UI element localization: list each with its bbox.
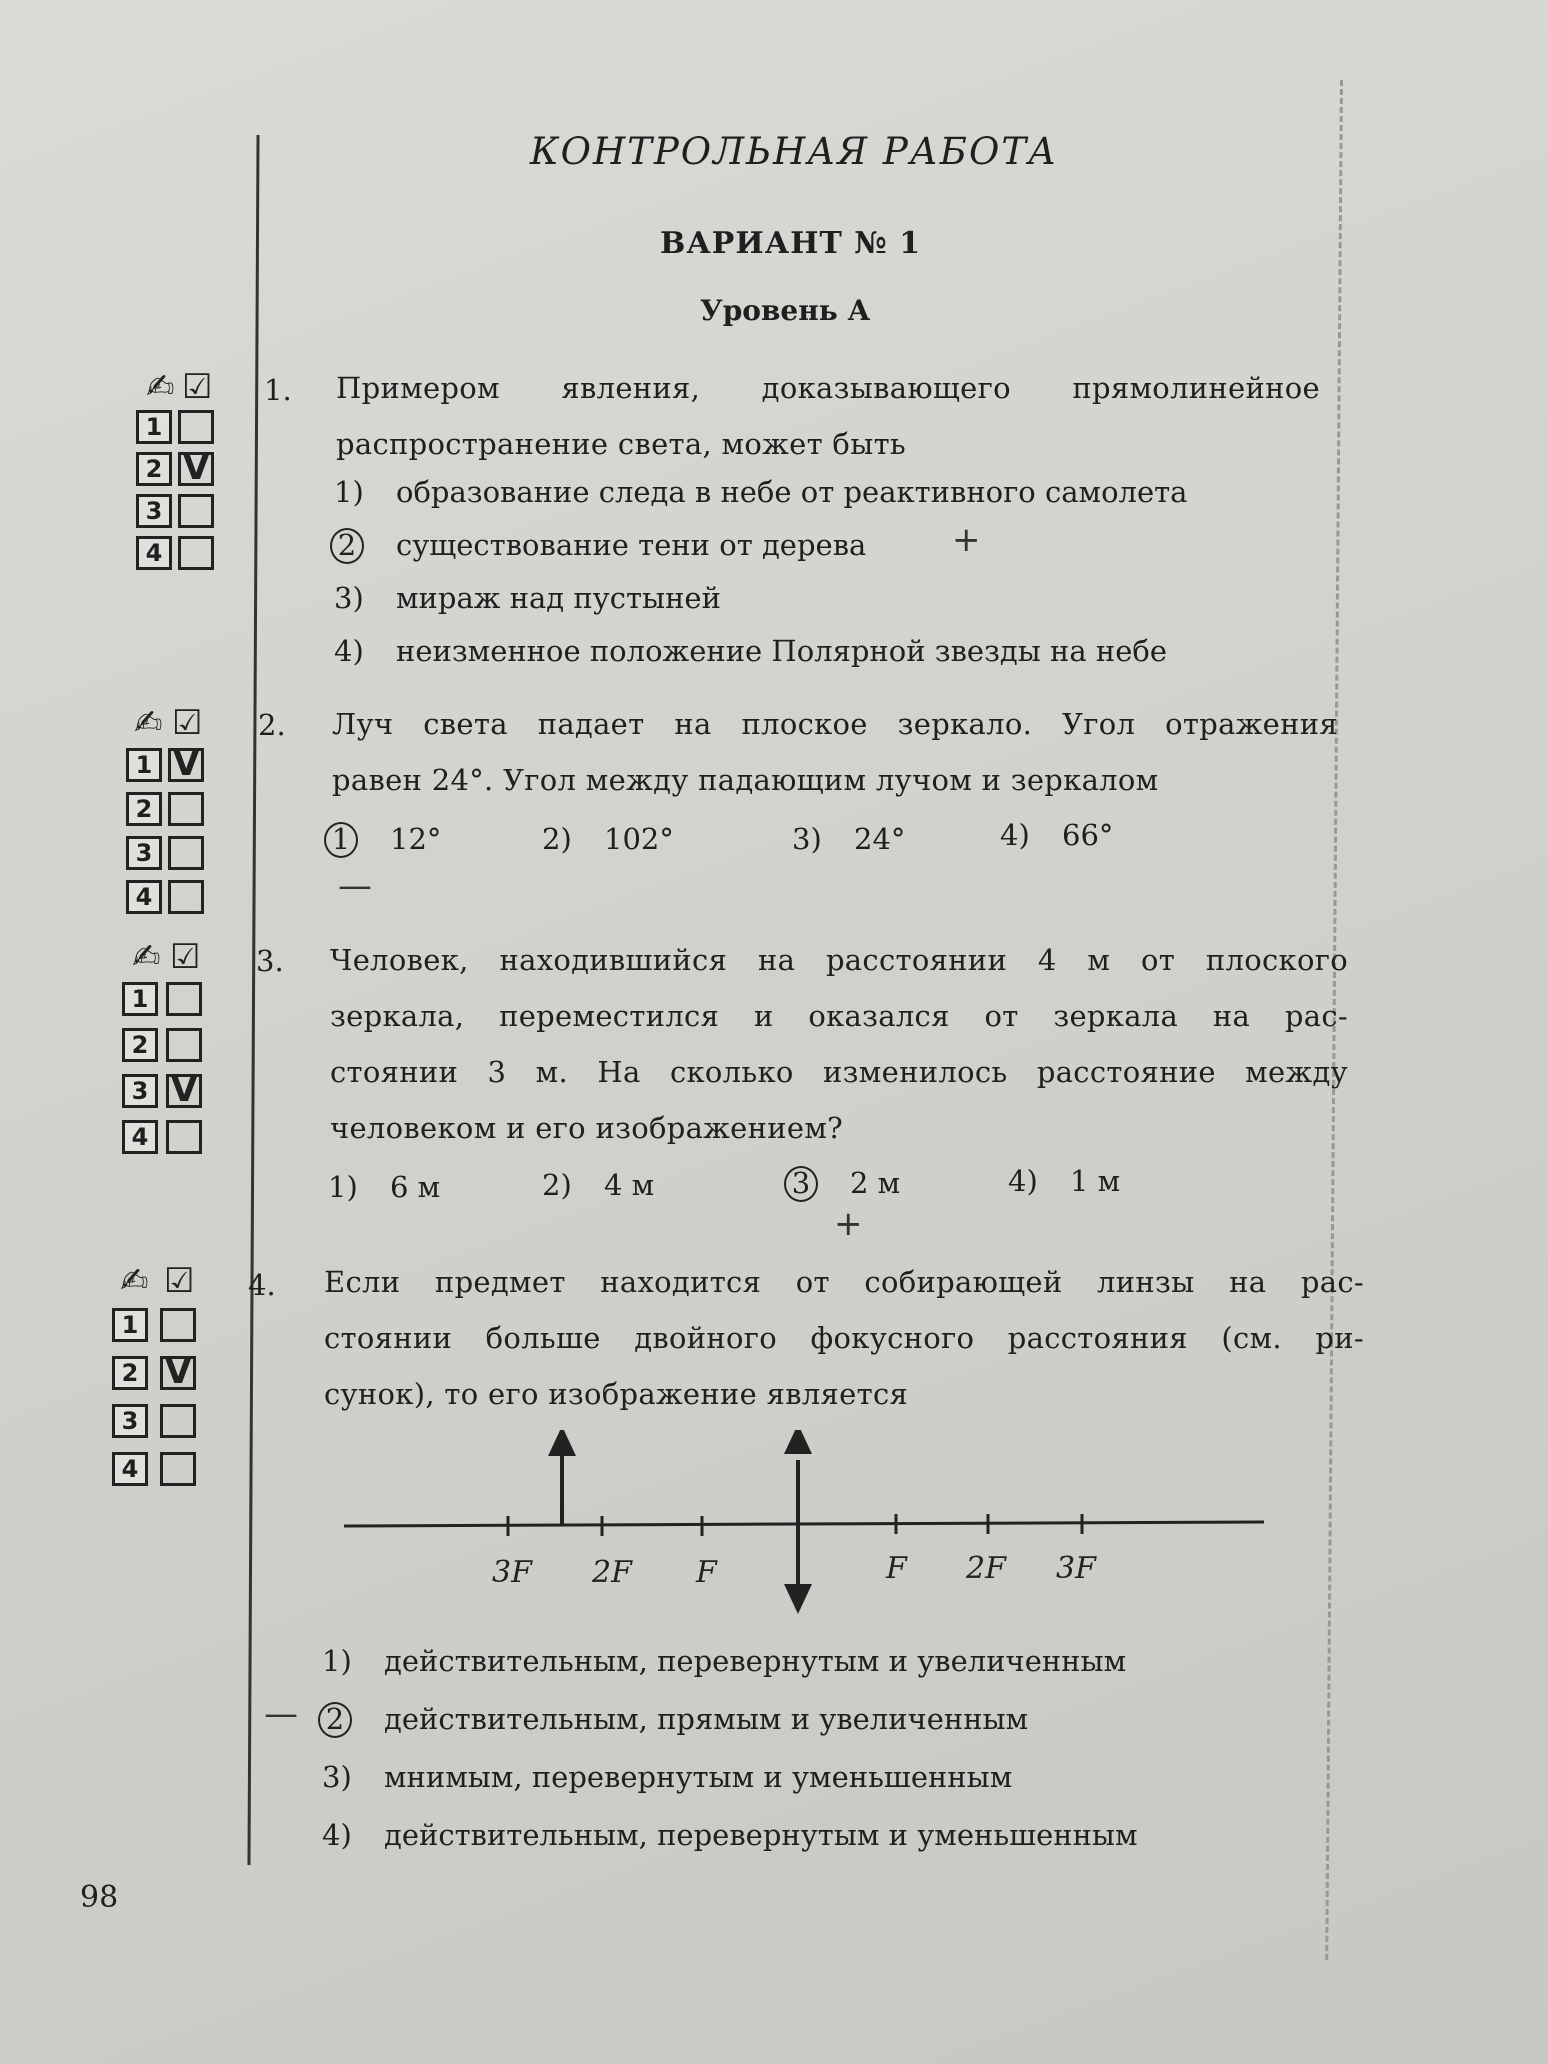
check-mark-icon: V [173,744,200,784]
pen-icon: ✍ [134,703,163,743]
option-text: 4 м [604,1168,655,1202]
option-number: 4) [322,1818,352,1852]
question-line: сунок), то его изображение является [324,1377,909,1411]
option-text: действительным, перевернутым и увеличенным [384,1644,1127,1678]
answer-checkbox[interactable] [168,744,204,784]
pen-icon: ✍ [132,937,161,977]
option-number: 4) [334,634,364,668]
axis-label: F [696,1555,717,1590]
question-text [324,1254,1364,1422]
option-item-selected[interactable] [788,1166,900,1202]
answer-checkbox[interactable] [166,1120,202,1154]
option-number-circled: 1 [324,822,358,858]
option-number: 3) [334,581,364,615]
answer-row-number: 3 [122,1074,158,1108]
option-item[interactable] [322,1760,1012,1794]
option-number: 1) [334,475,364,509]
axis-label: 2F [966,1551,1006,1586]
answer-row-number: 2 [136,452,172,486]
checkbox-icon: ☑ [170,937,201,977]
page-title: КОНТРОЛЬНАЯ РАБОТА [530,130,1059,173]
axis-label: 3F [1056,1551,1096,1586]
question-line: стоянии больше двойного фокусного расстояния (см. ри- [324,1321,1364,1355]
option-item[interactable] [334,634,1167,668]
option-text: 6 м [390,1170,441,1204]
option-text: 24° [854,822,906,856]
question-line: Если предмет находится от собирающей линзы на рас- [324,1265,1364,1299]
option-number: 3) [792,822,822,856]
answer-checkbox[interactable] [178,536,214,570]
option-text: 2 м [850,1166,901,1200]
option-item[interactable] [322,1818,1138,1852]
question-number: 1. [264,373,292,407]
question-line: Человек, находившийся на расстоянии 4 м от плоского [330,943,1348,977]
handwritten-plus-mark: + [834,1204,863,1244]
option-text: действительным, перевернутым и уменьшенным [384,1818,1138,1852]
answer-checkbox[interactable] [168,792,204,826]
option-item[interactable] [542,822,674,856]
check-mark-icon: V [171,1070,198,1110]
option-number: 3) [322,1760,352,1794]
answer-checkbox[interactable] [166,1070,202,1110]
option-text: мнимым, перевернутым и уменьшенным [384,1760,1013,1794]
answer-checkbox[interactable] [160,1352,196,1392]
answer-checkbox[interactable] [160,1308,196,1342]
axis-label: 3F [492,1555,532,1590]
question-line: стоянии 3 м. На сколько изменилось расстояние между [330,1055,1348,1089]
option-text: 102° [604,822,674,856]
handwritten-dash-mark: — [338,866,372,906]
answer-row-number: 3 [126,836,162,870]
option-item[interactable] [542,1168,654,1202]
answer-row-number: 1 [122,982,158,1016]
option-text: 1 м [1070,1164,1121,1198]
answer-row-number: 2 [126,792,162,826]
answer-row-number: 4 [126,880,162,914]
pen-icon: ✍ [120,1261,149,1301]
option-number-circled: 3 [784,1166,818,1202]
option-text: 12° [390,822,442,856]
answer-row-number: 3 [112,1404,148,1438]
option-number: 1) [328,1170,358,1204]
answer-row-number: 1 [126,748,162,782]
option-number: 4) [1008,1164,1038,1198]
option-item[interactable] [322,1644,1126,1678]
answer-checkbox[interactable] [160,1452,196,1486]
question-text [336,360,1320,472]
question-line: зеркала, переместился и оказался от зеркала на рас- [330,999,1348,1033]
answer-row-number: 2 [122,1028,158,1062]
option-text: действительным, прямым и увеличенным [384,1702,1029,1736]
option-text: существование тени от дерева [396,528,867,562]
option-number: 1) [322,1644,352,1678]
answer-row-number: 4 [122,1120,158,1154]
answer-checkbox[interactable] [168,880,204,914]
answer-checkbox[interactable] [178,410,214,444]
option-text: мираж над пустыней [396,581,721,615]
axis-label: 2F [592,1555,632,1590]
option-number-circled: 2 [318,1702,352,1738]
answer-checkbox[interactable] [178,494,214,528]
answer-checkbox[interactable] [160,1404,196,1438]
answer-row-number: 2 [112,1356,148,1390]
answer-row-number: 1 [112,1308,148,1342]
option-item[interactable] [1008,1164,1120,1198]
question-line: равен 24°. Угол между падающим лучом и зеркалом [332,763,1159,797]
checkbox-icon: ☑ [164,1261,195,1301]
optical-axis [344,1522,1264,1526]
option-item-selected[interactable] [322,1702,1028,1738]
axis-label: F [886,1551,907,1586]
answer-checkbox[interactable] [178,448,214,488]
checkbox-icon: ☑ [182,367,213,407]
answer-row-number: 3 [136,494,172,528]
object-arrow-head [548,1430,576,1456]
answer-checkbox[interactable] [166,982,202,1016]
answer-row-number: 1 [136,410,172,444]
option-number: 4) [1000,818,1030,852]
option-text: неизменное положение Полярной звезды на небе [396,634,1167,668]
option-item[interactable] [334,475,1187,509]
answer-checkbox[interactable] [168,836,204,870]
option-item[interactable] [1000,818,1113,852]
variant-heading: ВАРИАНТ № 1 [660,226,922,261]
question-number: 3. [256,944,284,978]
handwritten-dash-mark: — [264,1694,298,1734]
answer-row-number: 4 [136,536,172,570]
lens-diagram [340,1430,1280,1630]
option-item-selected[interactable] [328,822,441,858]
option-text: 66° [1062,818,1114,852]
pen-icon: ✍ [146,367,175,407]
option-item[interactable] [334,581,721,615]
answer-row-number: 4 [112,1452,148,1486]
lens-arrow-top [784,1430,812,1454]
check-mark-icon: V [165,1352,192,1392]
check-mark-icon: V [183,448,210,488]
handwritten-plus-mark: + [952,520,981,560]
question-line: распространение света, может быть [336,427,907,461]
answer-checkbox[interactable] [166,1028,202,1062]
lens-arrow-bottom [784,1584,812,1614]
option-item[interactable] [792,822,905,856]
question-text [332,696,1338,808]
option-text: образование следа в небе от реактивного самолета [396,475,1188,509]
checkbox-icon: ☑ [172,703,203,743]
option-number: 2) [542,1168,572,1202]
option-item-selected[interactable] [334,528,866,564]
question-text [330,932,1348,1156]
option-item[interactable] [328,1170,440,1204]
option-number-circled: 2 [330,528,364,564]
option-number: 2) [542,822,572,856]
question-number: 4. [248,1268,276,1302]
question-line: Луч света падает на плоское зеркало. Угол отражения [332,707,1338,741]
question-number: 2. [258,708,286,742]
question-line: Примером явления, доказывающего прямолинейное [336,371,1320,405]
question-line: человеком и его изображением? [330,1111,844,1145]
level-heading: Уровень А [700,294,871,327]
page-number: 98 [80,1880,119,1915]
